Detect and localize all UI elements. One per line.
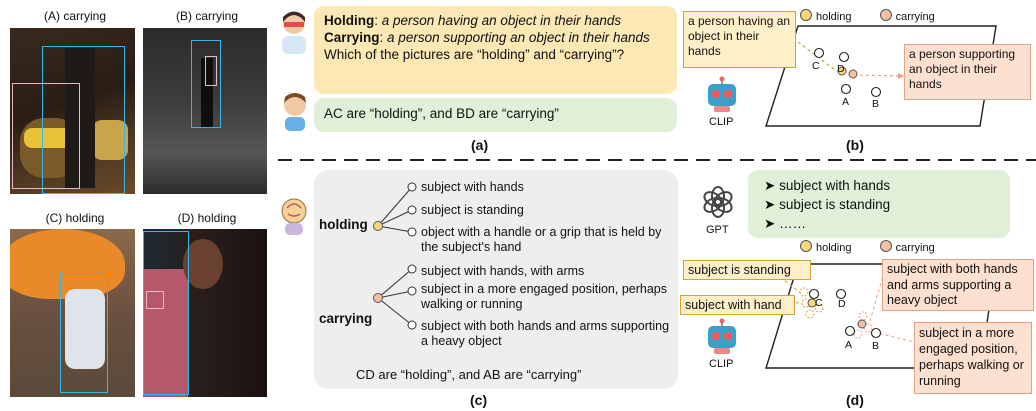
photo-b bbox=[143, 28, 267, 194]
clip-label-b: CLIP bbox=[709, 116, 734, 128]
carrying-node bbox=[374, 294, 383, 303]
holding-desc-1: subject with hands bbox=[421, 180, 524, 194]
holding-term: Holding bbox=[324, 13, 375, 28]
student-icon bbox=[280, 91, 310, 131]
carrying-desc-3: subject with both hands and arms supporting a heavy object bbox=[421, 319, 670, 348]
point-label-d-d: D bbox=[838, 298, 846, 310]
legend-holding-label: holding bbox=[816, 11, 852, 23]
dashed-divider bbox=[278, 157, 1036, 163]
point-label-d: D bbox=[837, 63, 845, 75]
panel-b-label: (b) bbox=[846, 137, 864, 153]
point-d bbox=[840, 53, 849, 62]
summary-text: CD are “holding”, and AB are “carrying” bbox=[356, 367, 582, 382]
point-c bbox=[815, 49, 824, 58]
answer-bubble: AC are “holding”, and BD are “carrying” bbox=[314, 98, 677, 132]
legend-carrying-label-d: carrying bbox=[895, 242, 935, 254]
point-label-c: C bbox=[812, 60, 820, 72]
engaged-callout: subject in a more engaged position, perhaps walking or running bbox=[914, 322, 1032, 394]
panel-a-label: (a) bbox=[471, 137, 489, 153]
gpt-item-2: subject is standing bbox=[779, 197, 891, 212]
holding-callout-b: a person having an object in their hands bbox=[683, 11, 796, 68]
bbox bbox=[60, 273, 108, 393]
bbox bbox=[146, 291, 164, 309]
photo-d-label: (D) holding bbox=[177, 211, 237, 225]
point-label-b-d: B bbox=[872, 340, 880, 352]
holding-node bbox=[374, 222, 383, 231]
point-label-b: B bbox=[872, 98, 880, 110]
gpt-label: GPT bbox=[706, 224, 729, 236]
question-text: Which of the pictures are “holding” and “carrying”? bbox=[324, 47, 625, 62]
panel-c-label: (c) bbox=[470, 392, 488, 408]
carrying-centroid-b bbox=[849, 70, 857, 78]
photo-a-label: (A) carrying bbox=[43, 9, 106, 23]
carrying-desc-1: subject with hands, with arms bbox=[421, 264, 585, 278]
carrying-desc-2: subject in a more engaged position, perhaps walking or running bbox=[421, 282, 667, 311]
photo-a bbox=[10, 28, 135, 194]
carrying-callout-b: a person supporting an object in their hands bbox=[904, 44, 1031, 100]
point-b bbox=[872, 88, 881, 97]
hand-callout: subject with hand bbox=[680, 295, 795, 315]
point-label-a-d: A bbox=[845, 339, 853, 351]
teacher-icon bbox=[278, 10, 310, 54]
clip-robot-icon-b bbox=[705, 76, 739, 114]
panel-d-label: (d) bbox=[846, 392, 864, 408]
clip-robot-icon-d bbox=[705, 318, 739, 356]
point-b-d bbox=[872, 329, 881, 338]
legend-holding-label-d: holding bbox=[816, 242, 852, 254]
carrying-centroid-d bbox=[858, 320, 866, 328]
clip-label-d: CLIP bbox=[709, 358, 734, 370]
bbox bbox=[205, 56, 217, 86]
legend-carrying-label: carrying bbox=[895, 11, 935, 23]
both-hands-callout: subject with both hands and arms supporting a heavy object bbox=[882, 259, 1034, 311]
holding-desc-2: subject is standing bbox=[421, 203, 524, 217]
photo-c bbox=[10, 229, 135, 397]
photo-d bbox=[143, 229, 267, 397]
bbox bbox=[12, 83, 80, 189]
brain-icon bbox=[279, 196, 309, 236]
carrying-definition: a person supporting an object in their hands bbox=[387, 30, 650, 45]
point-label-c-d: C bbox=[815, 297, 823, 309]
carrying-category: carrying bbox=[319, 311, 373, 326]
holding-desc-3: object with a handle or a grip that is held by the subject's hand bbox=[421, 225, 662, 254]
carrying-term: Carrying bbox=[324, 30, 380, 45]
question-bubble: Holding: a person having an object in their hands Carrying: a person supporting an object in their hands Which of the pictures are “holding” and “carrying”? bbox=[314, 6, 677, 94]
gpt-logo-icon bbox=[700, 184, 736, 220]
photo-c-label: (C) holding bbox=[45, 211, 105, 225]
gpt-bubble: ➤ subject with hands ➤ subject is standing ➤ …… bbox=[748, 170, 1010, 238]
gpt-item-3: …… bbox=[779, 216, 807, 231]
holding-category: holding bbox=[319, 217, 368, 232]
point-a bbox=[842, 85, 851, 94]
standing-callout: subject is standing bbox=[683, 260, 811, 280]
photo-b-label: (B) carrying bbox=[175, 9, 238, 23]
point-label-a: A bbox=[842, 96, 850, 108]
point-a-d bbox=[846, 327, 855, 336]
holding-definition: a person having an object in their hands bbox=[381, 13, 622, 28]
gpt-item-1: subject with hands bbox=[779, 178, 891, 193]
bbox bbox=[143, 231, 189, 395]
